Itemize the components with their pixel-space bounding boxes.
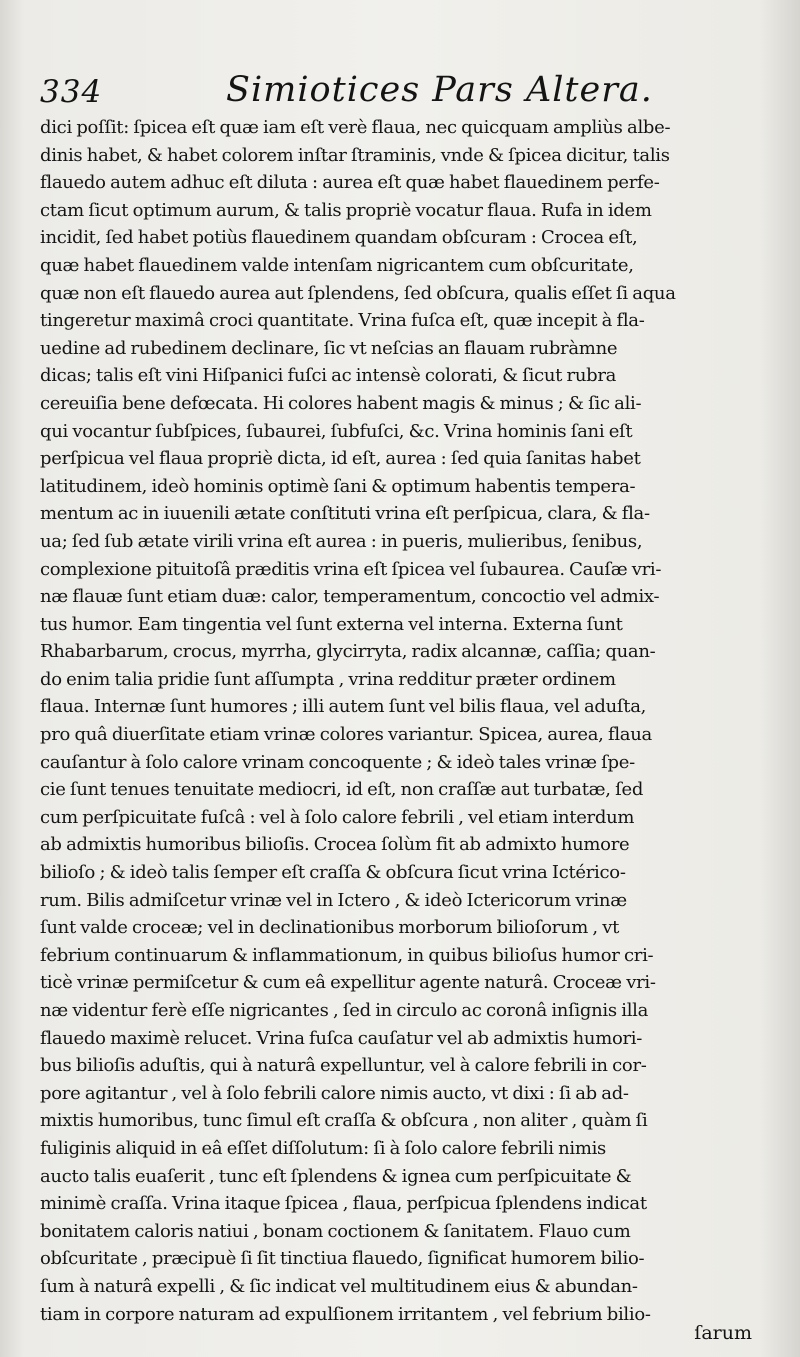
body-text — [40, 114, 765, 1328]
text-line: uedine ad rubedinem declinare, ſic vt neſcias an flauam rubràmne — [40, 337, 618, 359]
text-line: Rhabarbarum, crocus, myrrha, glycirryta, radix alcannæ, caſſia; quan- — [40, 641, 656, 663]
text-line: quæ habet flauedinem valde intenſam nigricantem cum obſcuritate, — [40, 254, 634, 276]
text-line: complexione pituitoſâ præditis vrina eſt ſpicea vel ſubaurea. Cauſæ vri- — [40, 558, 662, 580]
text-line: flauedo maximè relucet. Vrina fuſca cauſatur vel ab admixtis humori- — [40, 1027, 643, 1049]
text-line: tiam in corpore naturam ad expulſionem irritantem , vel febrium bilio- — [40, 1303, 651, 1325]
text-line: flauedo autem adhuc eſt diluta : aurea eſt quæ habet flauedinem perfe- — [40, 172, 660, 194]
text-line: tus humor. Eam tingentia vel ſunt externa vel interna. Externa ſunt — [40, 613, 623, 635]
text-line: pore agitantur , vel à ſolo febrili calore nimis aucto, vt dixi : ſi ab ad- — [40, 1082, 629, 1104]
text-line: cum perſpicuitate fuſcâ : vel à ſolo calore febrili , vel etiam interdum — [40, 806, 635, 828]
text-line: cie ſunt tenues tenuitate mediocri, id eſt, non craſſæ aut turbatæ, ſed — [40, 779, 644, 801]
text-line: tingeretur maximâ croci quantitate. Vrina fuſca eſt, quæ incepit à fla- — [40, 310, 645, 332]
catchword: ſarum — [694, 1322, 752, 1344]
text-line: bonitatem caloris natiui , bonam coctionem & ſanitatem. Flauo cum — [40, 1220, 631, 1242]
text-line: ctam ſicut optimum aurum, & talis propriè vocatur flaua. Rufa in idem — [40, 199, 652, 221]
text-line: ticè vrinæ permiſcetur & cum eâ expellitur agente naturâ. Croceæ vri- — [40, 972, 656, 994]
page-number: 334 — [40, 74, 103, 110]
text-line: minimè craſſa. Vrina itaque ſpicea , flaua, perſpicua ſplendens indicat — [40, 1193, 647, 1215]
text-line: latitudinem, ideò hominis optimè ſani & optimum habentis tempera- — [40, 475, 636, 497]
text-line: næ flauæ ſunt etiam duæ: calor, temperamentum, concoctio vel admix- — [40, 586, 660, 608]
text-line: bus bilioſis aduſtis, qui à naturâ expelluntur, vel à calore febrili in cor- — [40, 1055, 647, 1077]
text-line: qui vocantur ſubſpices, ſubaurei, ſubfuſci, &c. Vrina hominis ſani eſt — [40, 420, 633, 442]
text-line: quæ non eſt flauedo aurea aut ſplendens, ſed obſcura, qualis eſſet ſi aqua — [40, 282, 676, 304]
text-line: flaua. Internæ ſunt humores ; illi autem ſunt vel bilis flaua, vel aduſta, — [40, 696, 647, 718]
page-header — [30, 64, 770, 116]
text-line: cereuiſia bene defœcata. Hi colores habent magis & minus ; & ſic ali- — [40, 392, 642, 414]
text-line: cauſantur à ſolo calore vrinam concoquente ; & ideò tales vrinæ ſpe- — [40, 751, 635, 773]
text-line: mentum ac in iuuenili ætate conſtituti vrina eſt perſpicua, clara, & fla- — [40, 503, 650, 525]
text-line: bilioſo ; & ideò talis ſemper eſt craſſa & obſcura ſicut vrina Ictérico- — [40, 862, 626, 884]
text-line: ua; ſed ſub ætate virili vrina eſt aurea : in pueris, mulieribus, ſenibus, — [40, 530, 643, 552]
text-line: næ videntur ferè eſſe nigricantes , ſed in circulo ac coronâ inſignis illa — [40, 1000, 649, 1021]
text-line: pro quâ diuerſitate etiam vrinæ colores variantur. Spicea, aurea, flaua — [40, 724, 652, 746]
text-line: dici poſſit: ſpicea eſt quæ iam eſt verè flaua, nec quicquam ampliùs albe- — [40, 117, 671, 138]
text-line: obſcuritate , præcipuè ſi ſit tinctiua flauedo, ſignificat humorem bilio- — [40, 1248, 645, 1270]
text-line: ſunt valde croceæ; vel in declinationibus morborum bilioſorum , vt — [40, 917, 620, 939]
text-line: dicas; talis eſt vini Hiſpanici fuſci ac intensè colorati, & ſicut rubra — [40, 365, 617, 387]
text-line: perſpicua vel flaua propriè dicta, id eſt, aurea : ſed quia ſanitas habet — [40, 448, 641, 470]
text-line: febrium continuarum & inflammationum, in quibus bilioſus humor cri- — [40, 944, 654, 966]
text-line: ſum à naturâ expelli , & ſic indicat vel multitudinem eius & abundan- — [40, 1275, 638, 1297]
text-line: dinis habet, & habet colorem inſtar ſtraminis, vnde & ſpicea dicitur, talis — [40, 144, 670, 166]
text-line: rum. Bilis admiſcetur vrinæ vel in Ictero , & ideò Ictericorum vrinæ — [40, 889, 627, 911]
text-line: ab admixtis humoribus bilioſis. Crocea ſolùm fit ab admixto humore — [40, 834, 630, 856]
text-line: incidit, ſed habet potiùs flauedinem quandam obſcuram : Crocea eſt, — [40, 227, 638, 249]
text-line: aucto talis euaſerit , tunc eſt ſplendens & ignea cum perſpicuitate & — [40, 1165, 632, 1187]
running-title: Simiotices Pars Altera. — [226, 70, 653, 110]
text-line: fuliginis aliquid in eâ eſſet diſſolutum: ſi à ſolo calore febrili nimis — [40, 1137, 606, 1159]
text-line: mixtis humoribus, tunc ſimul eſt craſſa & obſcura , non aliter , quàm ſi — [40, 1110, 648, 1132]
text-line: do enim talia pridie ſunt aſſumpta , vrina redditur præter ordinem — [40, 668, 616, 690]
